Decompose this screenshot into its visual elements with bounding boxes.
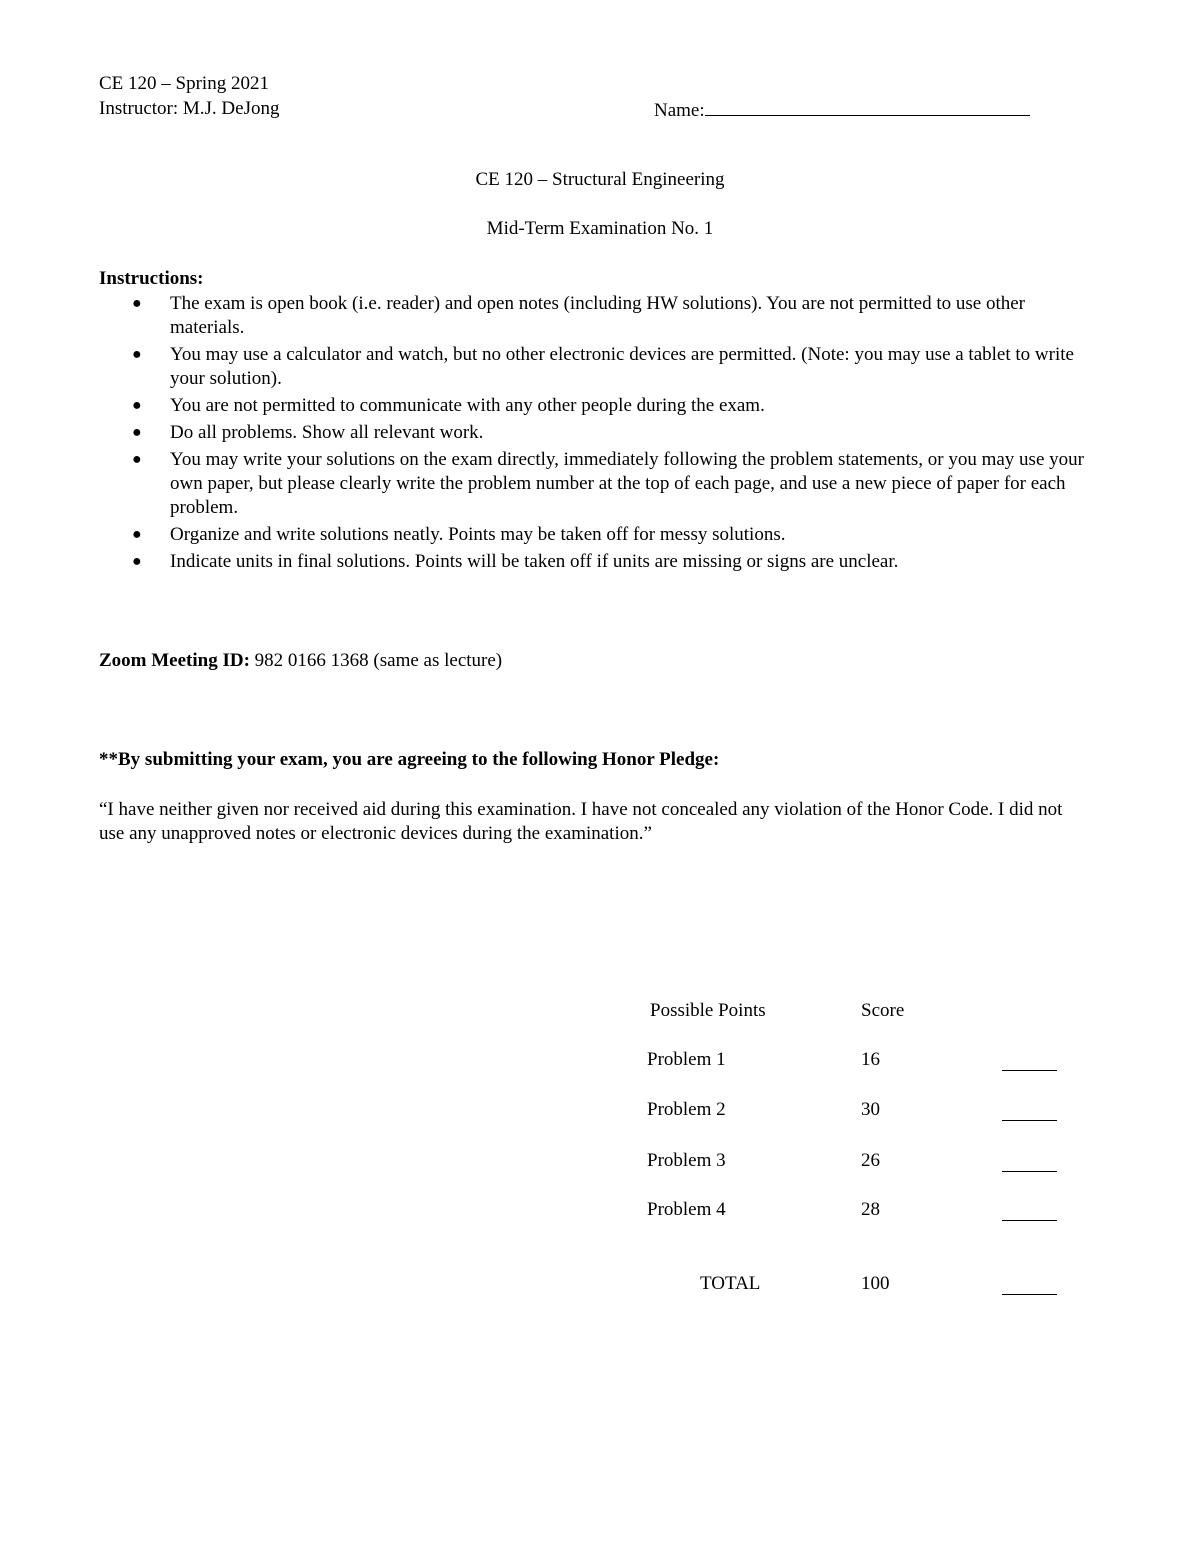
zoom-label: Zoom Meeting ID:	[99, 650, 250, 671]
problem-points: 16	[861, 1049, 880, 1070]
course-term: CE 120 – Spring 2021	[99, 73, 269, 94]
instruction-text: You may write your solutions on the exam directly, immediately following the problem statements, or you may use your own paper, but please clearly write the problem number at the top of each page, and use a new piece of paper for each problem.	[170, 449, 1084, 518]
possible-points-header: Possible Points	[650, 1000, 766, 1021]
instruction-item	[132, 394, 1102, 418]
exam-title: Mid-Term Examination No. 1	[486, 218, 714, 239]
score-blank[interactable]	[1002, 1202, 1057, 1221]
score-blank[interactable]	[1002, 1153, 1057, 1172]
name-label: Name:	[654, 100, 705, 121]
bullet-icon: ●	[132, 424, 142, 441]
bullet-icon: ●	[132, 346, 142, 363]
problem-label: Problem 2	[647, 1099, 726, 1120]
score-blank[interactable]	[1002, 1052, 1057, 1071]
instruction-text: Do all problems. Show all relevant work.	[170, 422, 484, 443]
instructions-list	[132, 292, 1102, 577]
problem-label: Problem 1	[647, 1049, 726, 1070]
total-label: TOTAL	[700, 1273, 761, 1294]
instruction-text: Organize and write solutions neatly. Points may be taken off for messy solutions.	[170, 524, 786, 545]
instruction-text: You are not permitted to communicate with any other people during the exam.	[170, 395, 765, 416]
problem-label: Problem 3	[647, 1150, 726, 1171]
zoom-id: 982 0166 1368 (same as lecture)	[249, 650, 503, 671]
pledge-quote: “I have neither given nor received aid during this examination. I have not concealed any violation of the Honor Code. I did not use any unapproved notes or electronic devices during the examination.”	[99, 799, 1063, 844]
total-points: 100	[861, 1273, 890, 1294]
name-blank-line[interactable]	[705, 97, 1030, 116]
instruction-text: You may use a calculator and watch, but no other electronic devices are permitted. (Note: you may use a tablet to write your solution).	[170, 344, 1074, 389]
total-score-blank[interactable]	[1002, 1276, 1057, 1295]
bullet-icon: ●	[132, 553, 142, 570]
zoom-meeting	[99, 649, 502, 673]
instruction-text: Indicate units in final solutions. Points will be taken off if units are missing or signs are unclear.	[170, 551, 899, 572]
instruction-text: The exam is open book (i.e. reader) and open notes (including HW solutions). You are not permitted to use other materials.	[170, 293, 1025, 338]
problem-label: Problem 4	[647, 1199, 726, 1220]
bullet-icon: ●	[132, 526, 142, 543]
exam-course-title: CE 120 – Structural Engineering	[475, 169, 725, 190]
bullet-icon: ●	[132, 397, 142, 414]
instructions-heading: Instructions:	[99, 268, 204, 289]
instruction-item	[132, 523, 1102, 547]
instructor: Instructor: M.J. DeJong	[99, 98, 280, 119]
bullet-icon: ●	[132, 451, 142, 468]
problem-points: 26	[861, 1150, 880, 1171]
score-blank[interactable]	[1002, 1102, 1057, 1121]
instruction-item	[132, 343, 1102, 391]
pledge-heading: **By submitting your exam, you are agreeing to the following Honor Pledge:	[99, 749, 720, 770]
problem-points: 30	[861, 1099, 880, 1120]
problem-points: 28	[861, 1199, 880, 1220]
bullet-icon: ●	[132, 295, 142, 312]
instruction-item	[132, 550, 1102, 574]
instruction-item	[132, 292, 1102, 340]
score-header: Score	[861, 1000, 905, 1021]
name-field[interactable]	[654, 97, 1030, 123]
instruction-item	[132, 421, 1102, 445]
instruction-item	[132, 448, 1102, 520]
